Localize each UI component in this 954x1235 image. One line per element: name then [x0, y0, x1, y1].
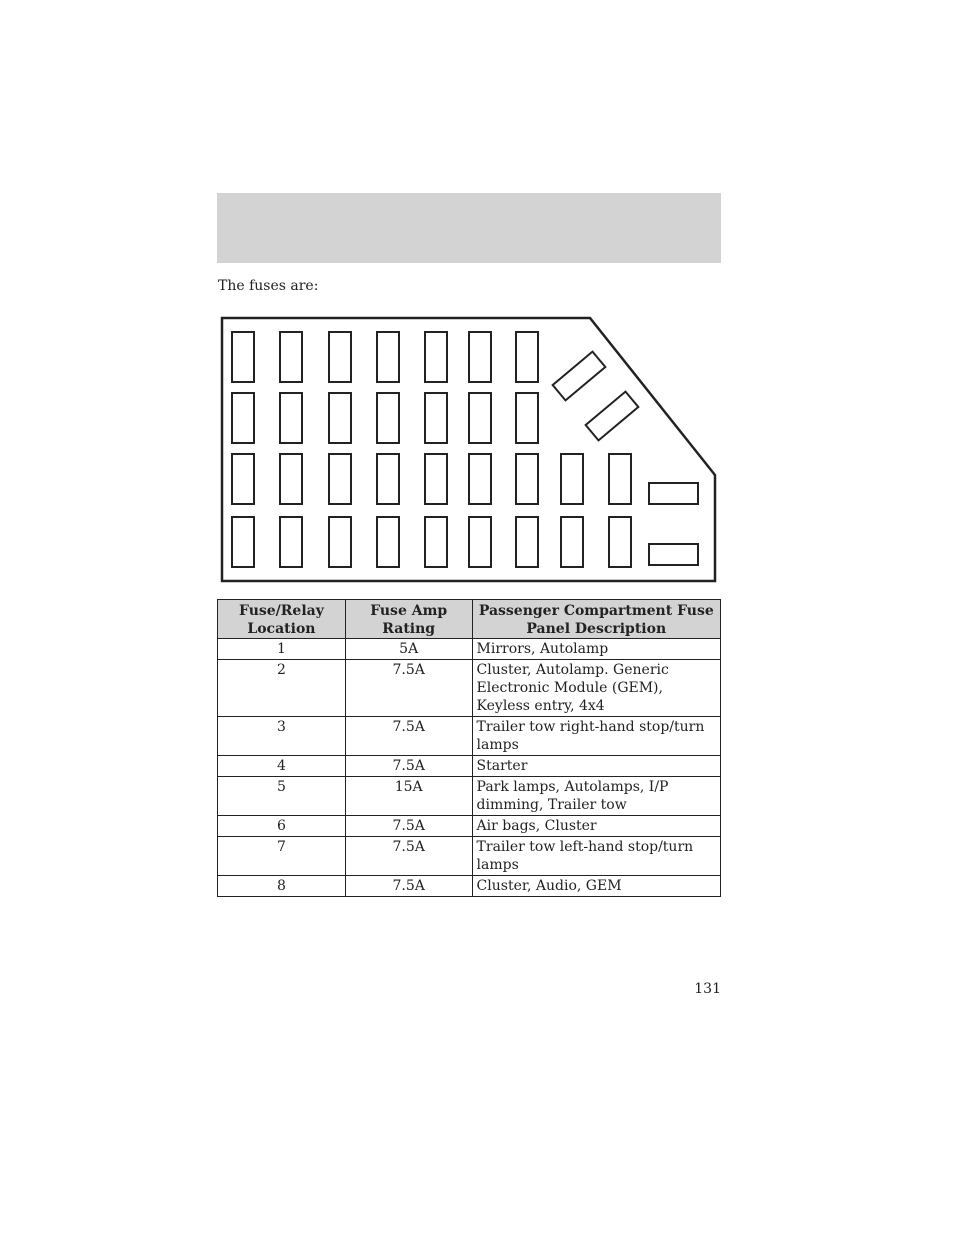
fuse-slot	[280, 332, 302, 382]
fuse-location: 5	[218, 777, 346, 816]
table-row	[218, 876, 721, 897]
fuse-slot	[232, 393, 254, 443]
fuse-rating: 7.5A	[345, 660, 472, 717]
fuse-slot	[377, 517, 399, 567]
page-number: 131	[694, 981, 721, 997]
fuse-rating: 7.5A	[345, 876, 472, 897]
fuse-slot	[280, 454, 302, 504]
section-header-band	[217, 193, 721, 263]
fuse-description: Mirrors, Autolamp	[472, 639, 720, 660]
fuse-slot	[516, 393, 538, 443]
fuse-description: Air bags, Cluster	[472, 816, 720, 837]
fuse-slot	[329, 393, 351, 443]
fuse-location: 2	[218, 660, 346, 717]
fuse-slot	[561, 454, 583, 504]
table-row	[218, 756, 721, 777]
fuse-slot	[232, 454, 254, 504]
fuse-slot	[516, 454, 538, 504]
fuse-rating: 5A	[345, 639, 472, 660]
table-header-row	[218, 600, 721, 639]
fuse-slot	[469, 332, 491, 382]
fuse-slot	[280, 517, 302, 567]
fuse-slot	[469, 393, 491, 443]
fuse-slot	[425, 517, 447, 567]
fuse-slot	[377, 454, 399, 504]
fuse-slot	[377, 393, 399, 443]
fuse-location: 1	[218, 639, 346, 660]
table-row	[218, 777, 721, 816]
fuse-slot	[329, 454, 351, 504]
fuse-description: Park lamps, Autolamps, I/P dimming, Trailer tow	[472, 777, 720, 816]
fuse-slot	[232, 332, 254, 382]
table-row	[218, 660, 721, 717]
fuse-rating: 7.5A	[345, 837, 472, 876]
fuse-slot	[329, 332, 351, 382]
header-description: Passenger Compartment Fuse Panel Description	[472, 600, 720, 639]
relay-slot	[649, 544, 698, 565]
fuse-description: Cluster, Autolamp. Generic Electronic Module (GEM), Keyless entry, 4x4	[472, 660, 720, 717]
fuse-location: 4	[218, 756, 346, 777]
fuse-slot	[609, 454, 631, 504]
fuse-slot	[329, 517, 351, 567]
fuse-slot	[377, 332, 399, 382]
relay-slot	[586, 392, 639, 441]
fuse-rating: 7.5A	[345, 756, 472, 777]
fuse-rating: 15A	[345, 777, 472, 816]
header-amp-rating: Fuse Amp Rating	[345, 600, 472, 639]
fuse-slot	[469, 454, 491, 504]
fuse-slot	[232, 517, 254, 567]
fuse-description: Trailer tow right-hand stop/turn lamps	[472, 717, 720, 756]
table-row	[218, 816, 721, 837]
fuse-slot	[561, 517, 583, 567]
fuse-rating: 7.5A	[345, 717, 472, 756]
header-location: Fuse/Relay Location	[218, 600, 346, 639]
fuse-location: 6	[218, 816, 346, 837]
table-row	[218, 639, 721, 660]
fuse-description: Trailer tow left-hand stop/turn lamps	[472, 837, 720, 876]
fuse-slot	[516, 332, 538, 382]
fuse-location: 3	[218, 717, 346, 756]
fuse-slot	[425, 393, 447, 443]
fuse-slot	[516, 517, 538, 567]
fuse-slot	[609, 517, 631, 567]
fuse-table	[217, 599, 721, 897]
fuse-description: Cluster, Audio, GEM	[472, 876, 720, 897]
fuse-slot	[425, 332, 447, 382]
fuse-location: 8	[218, 876, 346, 897]
fuse-panel-diagram	[218, 314, 722, 586]
fuse-location: 7	[218, 837, 346, 876]
fuse-description: Starter	[472, 756, 720, 777]
fuse-rating: 7.5A	[345, 816, 472, 837]
table-row	[218, 837, 721, 876]
relay-slot	[553, 352, 606, 401]
fuse-slot	[425, 454, 447, 504]
table-row	[218, 717, 721, 756]
fuse-slot	[469, 517, 491, 567]
relay-slot	[649, 483, 698, 504]
fuse-slot	[280, 393, 302, 443]
intro-text: The fuses are:	[218, 278, 319, 294]
